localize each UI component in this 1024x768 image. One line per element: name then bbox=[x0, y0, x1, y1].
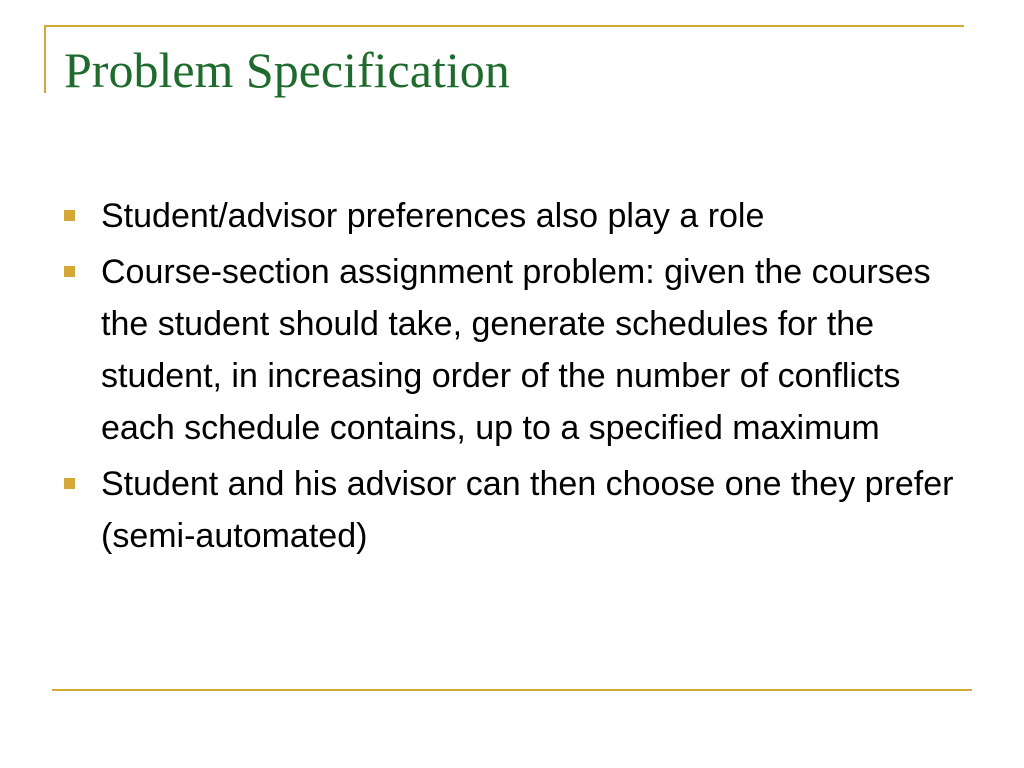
bullet-item bbox=[64, 190, 964, 242]
top-rule bbox=[44, 25, 964, 27]
slide-title: Problem Specification bbox=[64, 42, 510, 98]
bullet-text: Course-section assignment problem: given the courses the student should take, generate schedules for the student, in increasing order of the number of conflicts each schedule contains, up to a specified maximum bbox=[101, 253, 931, 447]
square-bullet-icon bbox=[64, 478, 75, 489]
bullet-item bbox=[64, 246, 964, 454]
bullet-list bbox=[64, 190, 964, 562]
left-rule bbox=[44, 25, 46, 93]
bottom-rule bbox=[52, 689, 972, 691]
bullet-item bbox=[64, 458, 964, 562]
bullet-text: Student/advisor preferences also play a role bbox=[101, 197, 765, 235]
square-bullet-icon bbox=[64, 266, 75, 277]
square-bullet-icon bbox=[64, 210, 75, 221]
bullet-text: Student and his advisor can then choose one they prefer (semi-automated) bbox=[101, 465, 954, 555]
